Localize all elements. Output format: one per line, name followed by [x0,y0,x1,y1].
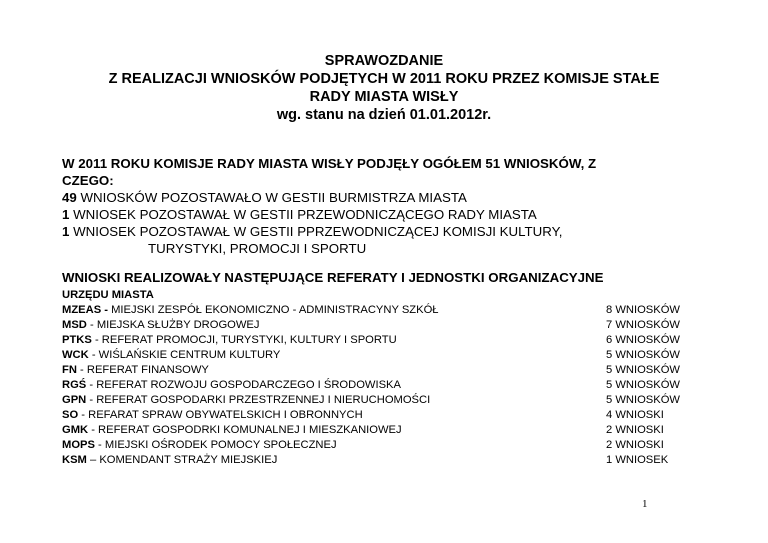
unit-code: RGŚ [62,379,87,391]
unit-code: MSD [62,319,87,331]
list-item [62,348,710,363]
unit-name: - REFERAT FINANSOWY [76,364,209,376]
summary-item-continuation: TURYSTYKI, PROMOCJI I SPORTU [148,241,367,256]
unit-code: WCK [62,349,89,361]
document-title [0,52,768,124]
unit-count: 1 WNIOSEK [606,454,669,466]
title-line: SPRAWOZDANIE [324,53,444,69]
list-item [62,303,710,318]
unit-code: KSM [62,454,87,466]
list-item [62,423,710,438]
list-item [62,408,710,423]
unit-count: 6 WNIOSKÓW [606,334,680,346]
unit-code: SO [62,409,79,421]
unit-count: 7 WNIOSKÓW [606,319,680,331]
list-item [62,378,710,393]
unit-name: MIEJSKI ZESPÓŁ EKONOMICZNO - ADMINISTRACYNY SZKÓŁ [108,304,439,316]
unit-count: 5 WNIOSKÓW [606,364,680,376]
page-number: 1 [642,498,648,510]
unit-name: - WIŚLAŃSKIE CENTRUM KULTURY [88,349,281,361]
unit-code: MOPS [62,439,95,451]
unit-name: - MIEJSKI OŚRODEK POMOCY SPOŁECZNEJ [94,439,337,451]
unit-name: – KOMENDANT STRAŻY MIEJSKIEJ [86,454,278,466]
unit-count: 5 WNIOSKÓW [606,349,680,361]
unit-count: 2 WNIOSKI [606,424,664,436]
summary-item [62,206,722,223]
summary-item-text: WNIOSEK POZOSTAWAŁ W GESTII PPRZEWODNICZĄCEJ KOMISJI KULTURY, [69,224,563,239]
unit-name: - REFERAT PROMOCJI, TURYSTYKI, KULTURY I SPORTU [91,334,397,346]
section-subtitle: URZĘDU MIASTA [62,289,154,301]
unit-name: - REFERAT ROZWOJU GOSPODARCZEGO I ŚRODOWISKA [86,379,401,391]
title-date-line: wg. stanu na dzień 01.01.2012r. [276,107,492,123]
summary-block [62,155,722,257]
units-list [62,303,710,468]
unit-count: 8 WNIOSKÓW [606,304,680,316]
summary-heading-line: W 2011 ROKU KOMISJE RADY MIASTA WISŁY PODJĘŁY OGÓŁEM 51 WNIOSKÓW, Z [62,156,597,171]
summary-item-count: 1 [62,224,70,239]
unit-count: 5 WNIOSKÓW [606,379,680,391]
unit-code: GMK [62,424,89,436]
unit-name: - REFERAT GOSPODARKI PRZESTRZENNEJ I NIERUCHOMOŚCI [86,394,431,406]
unit-name: - MIEJSKA SŁUŻBY DROGOWEJ [86,319,260,331]
list-item [62,393,710,408]
unit-code: GPN [62,394,87,406]
unit-count: 4 WNIOSKI [606,409,664,421]
summary-item [62,189,722,206]
summary-item-text: WNIOSKÓW POZOSTAWAŁO W GESTII BURMISTRZA MIASTA [76,190,467,205]
title-line: RADY MIASTA WISŁY [309,89,459,105]
unit-code: FN [62,364,77,376]
summary-heading [62,155,722,189]
list-item [62,438,710,453]
unit-count: 2 WNIOSKI [606,439,664,451]
unit-name: - REFARAT SPRAW OBYWATELSKICH I OBRONNYCH [78,409,363,421]
title-line: Z REALIZACJI WNIOSKÓW PODJĘTYCH W 2011 ROKU PRZEZ KOMISJE STAŁE [108,71,660,87]
list-item [62,333,710,348]
list-item [62,453,710,468]
unit-name: - REFERAT GOSPODRKI KOMUNALNEJ I MIESZKANIOWEJ [88,424,402,436]
section-title: WNIOSKI REALIZOWAŁY NASTĘPUJĄCE REFERATY I JEDNOSTKI ORGANIZACYJNE [62,270,604,285]
summary-item [62,223,722,240]
unit-code: PTKS [62,334,92,346]
unit-count: 5 WNIOSKÓW [606,394,680,406]
list-item [62,363,710,378]
summary-item-count: 49 [62,190,77,205]
unit-code: MZEAS - [62,304,108,316]
list-item [62,318,710,333]
summary-item-count: 1 [62,207,70,222]
summary-heading-line: CZEGO: [62,173,114,188]
summary-item-text: WNIOSEK POZOSTAWAŁ W GESTII PRZEWODNICZĄCEGO RADY MIASTA [69,207,537,222]
